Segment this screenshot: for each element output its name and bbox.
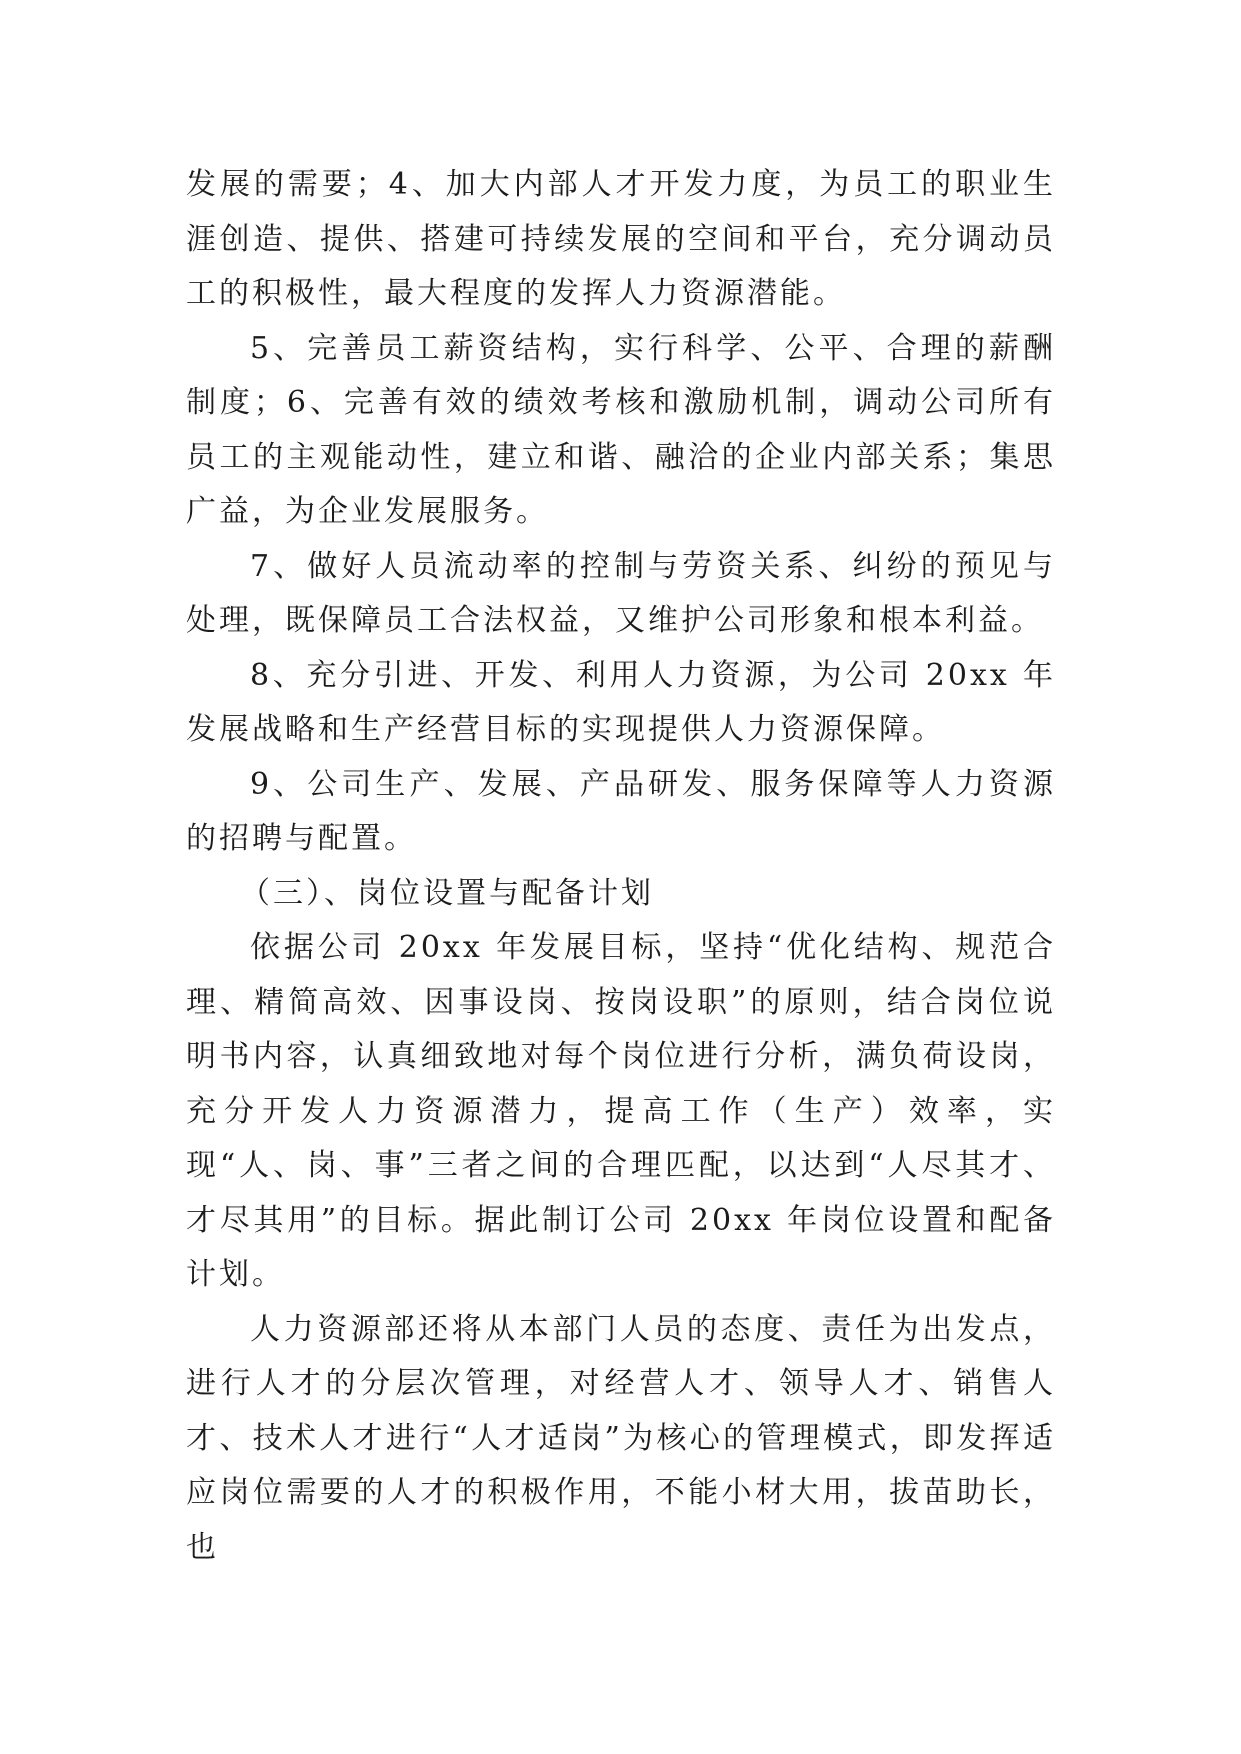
paragraph-5: 9、公司生产、发展、产品研发、服务保障等人力资源的招聘与配置。	[186, 766, 1056, 856]
paragraph-1: 发展的需要；4、加大内部人才开发力度，为员工的职业生涯创造、提供、搭建可持续发展的空间和平台，充分调动员工的积极性，最大程度的发挥人力资源潜能。	[186, 167, 1056, 311]
paragraph-2: 5、完善员工薪资结构，实行科学、公平、合理的薪酬制度；6、完善有效的绩效考核和激励机制，调动公司所有员工的主观能动性，建立和谐、融洽的企业内部关系；集思广益，为企业发展服务。	[186, 330, 1056, 529]
paragraph-7: 人力资源部还将从本部门人员的态度、责任为出发点，进行人才的分层次管理，对经营人才、领导人才、销售人才、技术人才进行“人才适岗”为核心的管理模式，即发挥适应岗位需要的人才的积极作用，不能小材大用，拔苗助长，也	[186, 1311, 1056, 1565]
document-body	[186, 158, 1056, 1575]
paragraph-6: 依据公司 20xx 年发展目标，坚持“优化结构、规范合理、精简高效、因事设岗、按岗设职”的原则，结合岗位说明书内容，认真细致地对每个岗位进行分析，满负荷设岗，充分开发人力资源潜力，提高工作（生产）效率，实现“人、岗、事”三者之间的合理匹配，以达到“人尽其才、才尽其用”的目标。据此制订公司 20xx 年岗位设置和配备计划。	[186, 930, 1056, 1292]
section-heading: （三）、岗位设置与配备计划	[240, 875, 654, 911]
paragraph-4: 8、充分引进、开发、利用人力资源，为公司 20xx 年发展战略和生产经营目标的实现提供人力资源保障。	[186, 657, 1056, 747]
paragraph-3: 7、做好人员流动率的控制与劳资关系、纠纷的预见与处理，既保障员工合法权益，又维护公司形象和根本利益。	[186, 548, 1056, 638]
